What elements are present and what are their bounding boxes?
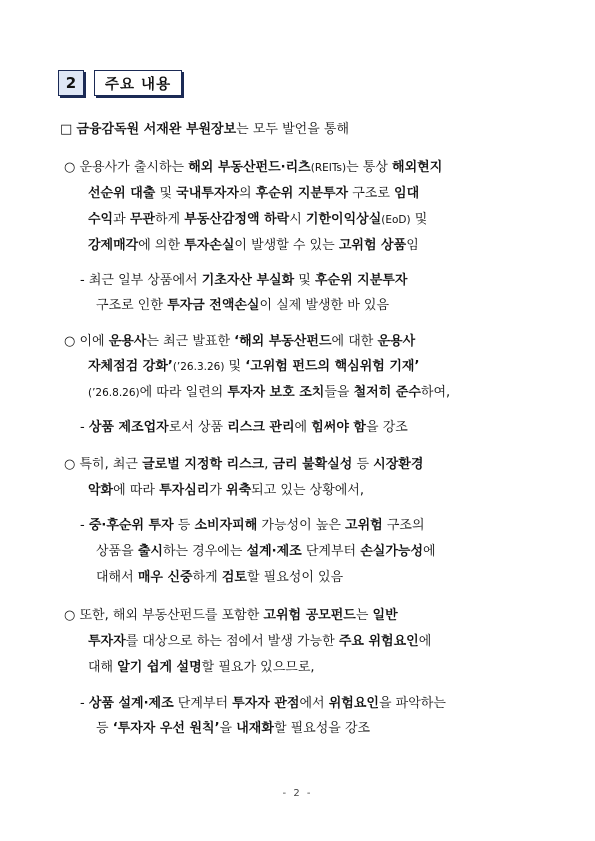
text-segment: 들을: [324, 385, 354, 400]
text-segment: 및: [155, 186, 177, 201]
text-segment: 투자금 전액손실: [167, 298, 260, 313]
text-segment: 악화: [88, 483, 114, 498]
text-segment: 에 따라: [113, 483, 160, 498]
text-segment: ‘해외 부동산펀드: [234, 334, 332, 349]
text-segment: 힘써야 함: [311, 420, 366, 435]
text-segment: 무관: [129, 212, 155, 227]
text-segment: 하는 경우에는: [162, 544, 247, 559]
text-segment: 에서: [299, 696, 329, 711]
text-segment: 구조의: [382, 518, 425, 533]
text-line-l14: [80, 517, 425, 535]
text-segment: 부동산감정액 하락: [184, 212, 290, 227]
text-segment: 는 모두 발언을 통해: [236, 122, 350, 137]
text-segment: ○: [64, 457, 80, 472]
text-segment: 가: [209, 483, 227, 498]
text-segment: 위험요인: [328, 696, 379, 711]
text-segment: 중·후순위 투자: [88, 518, 174, 533]
text-segment: (EoD): [381, 214, 411, 226]
text-segment: 리스크 관리: [227, 420, 295, 435]
text-segment: 하여,: [420, 385, 451, 400]
text-line-l2: [64, 159, 442, 177]
text-segment: 하게: [154, 212, 185, 227]
text-line-l12: [64, 456, 423, 474]
text-line-l4: [88, 211, 427, 229]
text-segment: ,: [264, 457, 273, 472]
text-segment: 투자자: [88, 634, 126, 649]
text-line-l10: [88, 384, 450, 402]
text-segment: 기한이익상실: [305, 212, 382, 227]
text-line-l13: [88, 482, 364, 500]
text-segment: 또한, 해외 부동산펀드를 포함한: [79, 608, 264, 623]
text-segment: 해외 부동산펀드·리츠: [188, 160, 311, 175]
text-segment: 구조로 인한: [96, 298, 168, 313]
text-segment: 후순위 지분투자: [255, 186, 349, 201]
text-segment: □: [60, 122, 77, 137]
text-segment: 투자심리: [159, 483, 210, 498]
text-segment: 운용사: [108, 334, 147, 349]
text-line-l7: [96, 297, 389, 315]
text-segment: 해외현지: [392, 160, 443, 175]
text-segment: 등: [173, 518, 195, 533]
text-segment: 위축: [226, 483, 252, 498]
text-segment: 대해서: [96, 570, 138, 585]
text-segment: 최근 일부 상품에서: [88, 273, 202, 288]
text-segment: 및: [294, 273, 315, 288]
text-segment: 에: [418, 634, 432, 649]
text-segment: 시장환경: [373, 457, 424, 472]
text-segment: 운용사: [377, 334, 416, 349]
text-line-l19: [88, 659, 315, 677]
text-segment: 소비자피해: [194, 518, 258, 533]
text-segment: 할 필요가 있으므로,: [201, 660, 315, 675]
text-segment: 매우 신중: [137, 570, 193, 585]
text-line-l21: [96, 720, 370, 738]
page-number: - 2 -: [282, 788, 313, 799]
text-segment: 금리 불확실성: [272, 457, 353, 472]
text-segment: 기초자산 부실화: [201, 273, 295, 288]
text-segment: 을 파악하는: [378, 696, 446, 711]
text-segment: 고위험: [345, 518, 383, 533]
text-segment: 투자손실: [184, 238, 235, 253]
text-segment: 를 대상으로 하는 점에서 발생 가능한: [125, 634, 339, 649]
text-segment: 등: [352, 457, 374, 472]
text-line-l6: [80, 272, 407, 290]
text-segment: 과: [113, 212, 130, 227]
text-segment: 되고 있는 상황에서,: [251, 483, 365, 498]
text-segment: 에 대한: [331, 334, 378, 349]
text-segment: 및: [410, 212, 428, 227]
text-segment: 상품 설계·제조: [88, 696, 174, 711]
text-segment: 특히, 최근: [79, 457, 143, 472]
text-segment: 알기 쉽게 설명: [117, 660, 202, 675]
text-segment: -: [80, 420, 89, 435]
text-segment: 철저히 준수: [353, 385, 421, 400]
text-line-l8: [64, 333, 415, 351]
text-segment: 로서 상품: [168, 420, 228, 435]
text-segment: 설계·제조: [246, 544, 302, 559]
text-line-l16: [96, 569, 343, 587]
text-segment: 후순위 지분투자: [314, 273, 408, 288]
text-segment: -: [80, 518, 89, 533]
text-segment: 운용사가 출시하는: [79, 160, 189, 175]
text-segment: (’26.8.26): [88, 387, 140, 399]
text-segment: 는 통상: [346, 160, 393, 175]
text-segment: 고위험 상품: [338, 238, 407, 253]
text-line-l5: [88, 237, 419, 255]
text-segment: ○: [64, 608, 80, 623]
text-line-l3: [88, 185, 419, 203]
text-segment: 검토: [221, 570, 247, 585]
text-segment: (REITs): [310, 162, 347, 174]
text-segment: 출시: [137, 544, 163, 559]
text-segment: 에 의한: [138, 238, 185, 253]
text-segment: ‘고위험 펀드의 핵심위험 기재’: [245, 359, 420, 374]
text-segment: 금융감독원 서재완 부원장보: [76, 122, 237, 137]
text-line-l20: [80, 695, 446, 713]
text-segment: 국내투자자: [176, 186, 239, 201]
text-segment: 내재화: [236, 721, 274, 736]
text-segment: ○: [64, 160, 80, 175]
text-segment: 주요 위험요인: [338, 634, 419, 649]
text-segment: 에: [294, 420, 312, 435]
text-line-l18: [88, 633, 431, 651]
text-segment: 글로벌 지정학 리스크: [142, 457, 265, 472]
text-line-l17: [64, 607, 398, 625]
text-segment: 임대: [394, 186, 420, 201]
text-segment: 자체점검 강화’: [88, 359, 173, 374]
text-segment: 이에: [79, 334, 109, 349]
text-segment: 을: [219, 721, 237, 736]
text-segment: 상품을: [96, 544, 138, 559]
text-segment: 단계부터: [173, 696, 233, 711]
text-segment: 는: [355, 608, 373, 623]
text-segment: 고위험 공모펀드: [263, 608, 356, 623]
text-segment: 단계부터: [301, 544, 361, 559]
text-segment: 손실가능성: [360, 544, 424, 559]
section-title: 주요 내용: [94, 70, 182, 96]
text-segment: 수익: [88, 212, 114, 227]
text-segment: 하게: [192, 570, 222, 585]
text-segment: 대해: [88, 660, 118, 675]
text-segment: 할 필요성이 있음: [246, 570, 344, 585]
text-segment: 을 강조: [366, 420, 408, 435]
text-segment: 에 따라 일련의: [139, 385, 228, 400]
text-line-l1: [60, 121, 349, 139]
text-segment: 시: [289, 212, 306, 227]
text-segment: 투자자 관점: [232, 696, 300, 711]
text-segment: 강제매각: [88, 238, 139, 253]
text-segment: ○: [64, 334, 80, 349]
text-segment: 이 발생할 수 있는: [234, 238, 339, 253]
text-segment: 가능성이 높은: [257, 518, 346, 533]
text-segment: 선순위 대출: [88, 186, 156, 201]
text-segment: 에: [423, 544, 436, 559]
section-number: 2: [58, 70, 84, 96]
text-line-l9: [88, 358, 419, 376]
text-segment: 등: [96, 721, 113, 736]
text-segment: 할 필요성을 강조: [273, 721, 371, 736]
text-segment: 는 최근 발표한: [146, 334, 235, 349]
text-segment: -: [80, 696, 89, 711]
text-segment: (’26.3.26): [172, 361, 225, 373]
text-segment: -: [80, 273, 89, 288]
text-segment: 투자자 보호 조치: [227, 385, 325, 400]
text-segment: 의: [238, 186, 256, 201]
text-segment: ‘투자자 우선 원칙’: [112, 721, 220, 736]
text-segment: 및: [224, 359, 246, 374]
text-segment: 상품 제조업자: [88, 420, 169, 435]
text-segment: 구조로: [348, 186, 395, 201]
text-line-l15: [96, 543, 436, 561]
text-segment: 임: [406, 238, 419, 253]
section-header: [58, 70, 182, 96]
text-segment: 일반: [372, 608, 398, 623]
text-segment: 이 실제 발생한 바 있음: [259, 298, 390, 313]
text-line-l11: [80, 419, 408, 437]
